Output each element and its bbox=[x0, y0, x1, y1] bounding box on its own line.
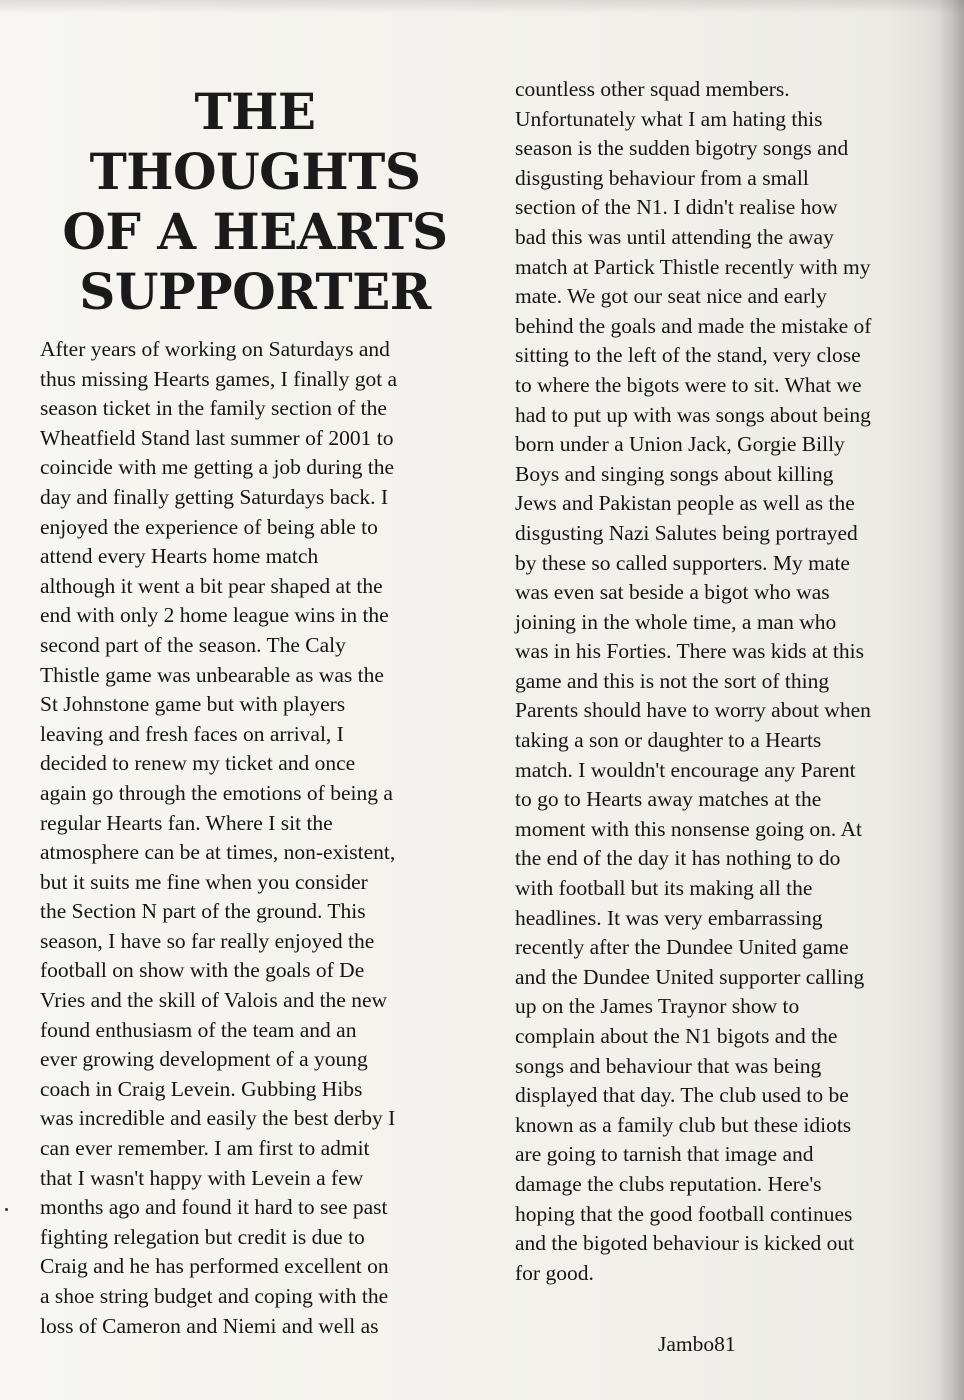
text-line: thus missing Hearts games, I finally got a bbox=[40, 366, 398, 391]
text-line: the Section N part of the ground. This bbox=[40, 899, 366, 924]
article-right-column bbox=[515, 75, 871, 1288]
text-line: a shoe string budget and coping with the bbox=[40, 1284, 389, 1308]
text-line: bad this was until attending the away bbox=[515, 224, 834, 249]
text-line: disgusting behaviour from a small bbox=[515, 165, 809, 190]
page-binding-shadow bbox=[938, 0, 964, 1400]
text-line: football on show with the goals of De bbox=[40, 958, 365, 983]
text-line: with football but its making all the bbox=[515, 876, 813, 901]
text-line: although it went a bit pear shaped at the bbox=[40, 573, 383, 598]
text-line: and the bigoted behaviour is kicked out bbox=[515, 1231, 855, 1256]
text-line: had to put up with was songs about being bbox=[515, 402, 871, 427]
text-line: loss of Cameron and Niemi and well as bbox=[40, 1313, 379, 1338]
text-line: months ago and found it hard to see past bbox=[40, 1195, 388, 1220]
article-title bbox=[40, 82, 470, 322]
title-line: OF A HEARTS bbox=[62, 202, 448, 261]
text-line: can ever remember. I am first to admit bbox=[40, 1136, 370, 1161]
text-line: was in his Forties. There was kids at this bbox=[515, 639, 864, 664]
title-line: THOUGHTS bbox=[89, 142, 421, 201]
text-line: was incredible and easily the best derby I bbox=[40, 1106, 396, 1131]
text-line: day and finally getting Saturdays back. I bbox=[40, 484, 389, 509]
text-line: known as a family club but these idiots bbox=[515, 1112, 852, 1137]
text-line: decided to renew my ticket and once bbox=[40, 751, 356, 776]
text-line: hoping that the good football continues bbox=[515, 1201, 853, 1226]
text-line: songs and behaviour that was being bbox=[515, 1053, 822, 1078]
text-line: was even sat beside a bigot who was bbox=[515, 580, 830, 605]
text-line: attend every Hearts home match bbox=[40, 544, 319, 569]
text-line: Thistle game was unbearable as was the bbox=[40, 662, 384, 687]
text-line: joining in the whole time, a man who bbox=[515, 609, 837, 634]
scan-speck bbox=[5, 1208, 8, 1211]
text-line: disgusting Nazi Salutes being portrayed bbox=[515, 520, 858, 545]
text-line: that I wasn't happy with Levein a few bbox=[40, 1165, 364, 1190]
text-line: After years of working on Saturdays and bbox=[40, 337, 390, 361]
text-line: regular Hearts fan. Where I sit the bbox=[40, 810, 333, 835]
text-line: behind the goals and made the mistake of bbox=[515, 313, 872, 338]
text-line: damage the clubs reputation. Here's bbox=[515, 1171, 822, 1196]
author-signature: Jambo81 bbox=[658, 1332, 736, 1356]
text-line: leaving and fresh faces on arrival, I bbox=[40, 721, 344, 746]
text-line: coach in Craig Levein. Gubbing Hibs bbox=[40, 1076, 363, 1101]
text-line: Parents should have to worry about when bbox=[515, 698, 871, 723]
text-line: moment with this nonsense going on. At bbox=[515, 816, 862, 841]
text-line: found enthusiasm of the team and an bbox=[40, 1017, 357, 1042]
text-line: Wheatfield Stand last summer of 2001 to bbox=[40, 425, 394, 450]
text-line: second part of the season. The Caly bbox=[40, 632, 346, 657]
text-line: displayed that day. The club used to be bbox=[515, 1083, 849, 1108]
text-line: mate. We got our seat nice and early bbox=[515, 284, 827, 309]
text-line: but it suits me fine when you consider bbox=[40, 869, 368, 894]
text-line: complain about the N1 bigots and the bbox=[515, 1024, 838, 1048]
text-line: and the Dundee United supporter calling bbox=[515, 964, 865, 989]
text-line: section of the N1. I didn't realise how bbox=[515, 195, 838, 220]
text-line: to where the bigots were to sit. What we bbox=[515, 372, 862, 397]
text-line: Boys and singing songs about killing bbox=[515, 461, 834, 486]
text-line: for good. bbox=[515, 1260, 594, 1285]
text-line: coincide with me getting a job during the bbox=[40, 455, 395, 480]
text-line: up on the James Traynor show to bbox=[515, 994, 800, 1019]
text-line: atmosphere can be at times, non-existent, bbox=[40, 840, 396, 865]
text-line: countless other squad members. bbox=[515, 77, 790, 101]
text-line: Unfortunately what I am hating this bbox=[515, 106, 823, 131]
text-line: to go to Hearts away matches at the bbox=[515, 787, 822, 812]
text-line: recently after the Dundee United game bbox=[515, 935, 849, 960]
text-line: Jews and Pakistan people as well as the bbox=[515, 491, 855, 516]
title-line: SUPPORTER bbox=[79, 262, 431, 321]
text-line: season ticket in the family section of the bbox=[40, 396, 387, 421]
text-line: match at Partick Thistle recently with my bbox=[515, 254, 871, 279]
text-line: by these so called supporters. My mate bbox=[515, 550, 850, 575]
text-line: fighting relegation but credit is due to bbox=[40, 1224, 365, 1249]
text-line: taking a son or daughter to a Hearts bbox=[515, 728, 822, 753]
text-line: born under a Union Jack, Gorgie Billy bbox=[515, 432, 845, 457]
text-line: again go through the emotions of being a bbox=[40, 780, 393, 805]
text-line: are going to tarnish that image and bbox=[515, 1142, 814, 1167]
text-line: the end of the day it has nothing to do bbox=[515, 846, 841, 871]
title-line: THE bbox=[194, 82, 316, 141]
text-line: end with only 2 home league wins in the bbox=[40, 603, 389, 628]
text-line: St Johnstone game but with players bbox=[40, 692, 346, 717]
article-left-column bbox=[40, 335, 397, 1341]
text-line: game and this is not the sort of thing bbox=[515, 668, 830, 693]
text-line: match. I wouldn't encourage any Parent bbox=[515, 757, 856, 782]
text-line: season, I have so far really enjoyed the bbox=[40, 928, 375, 953]
text-line: sitting to the left of the stand, very close bbox=[515, 343, 861, 368]
text-line: Craig and he has performed excellent on bbox=[40, 1254, 389, 1279]
text-line: ever growing development of a young bbox=[40, 1047, 368, 1072]
text-line: headlines. It was very embarrassing bbox=[515, 905, 823, 930]
page-top-shadow bbox=[0, 0, 964, 14]
text-line: Vries and the skill of Valois and the new bbox=[40, 988, 388, 1013]
text-line: enjoyed the experience of being able to bbox=[40, 514, 378, 539]
text-line: season is the sudden bigotry songs and bbox=[515, 136, 849, 161]
